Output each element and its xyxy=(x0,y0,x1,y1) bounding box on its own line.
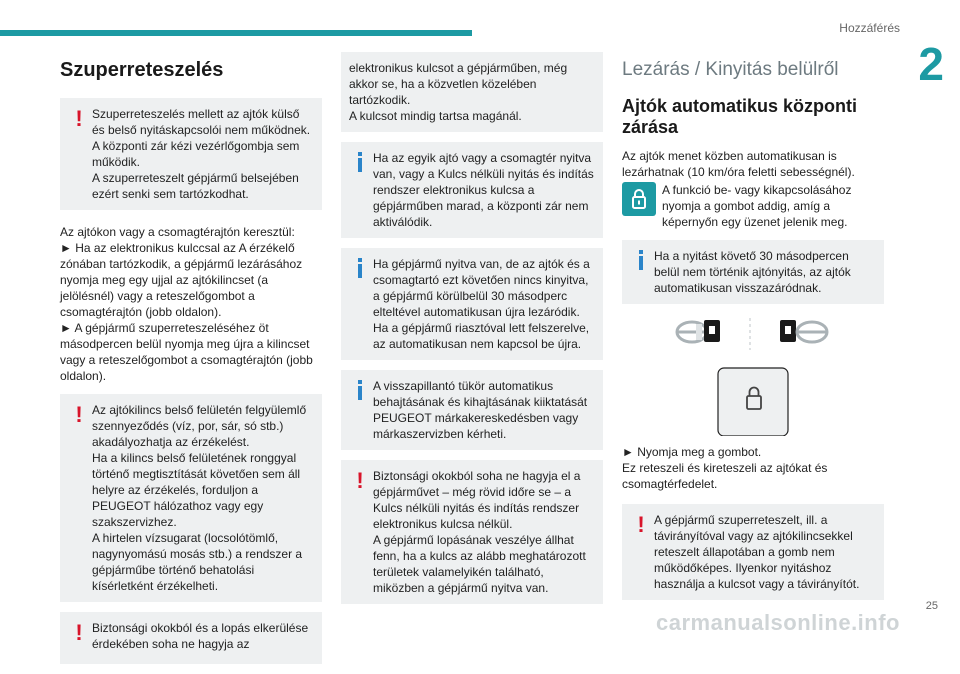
warning-exclamation-icon: ! xyxy=(75,106,83,131)
heading-szuperreteszeles: Szuperreteszelés xyxy=(60,59,224,81)
info-text: Ha az egyik ajtó vagy a csomagtér nyitva van, vagy a Kulcs nélküli nyitás és indítás rendszer elektronikus kulcsa a gépjárműben marad, a központi zár nem aktiválódik. xyxy=(373,151,594,229)
column-middle xyxy=(341,52,603,614)
body-text: Az ajtókon vagy a csomagtérajtón keresztül: ► Ha az elektronikus kulccsal az A érzékelő zónában tartózkodik, a gépjármű lezárásához nyomja meg egy ujjal az ajtókilincset (a jelölésnél) vagy a reteszelőgombot a csomagtérajtón (jobb oldalon). ► A gépjármű szuperreteszeléséhez öt másodpercen belül nyomja meg újra a kilincset vagy a reteszelőgombot a csomagtérajtón (jobb oldalon). xyxy=(60,225,313,383)
warning-text: Az ajtókilincs belső felületén felgyülemlő szennyeződés (víz, por, sár, só stb.) akadályozhatja az érzékelést. Ha a kilincs belső felületének ronggyal történő megtisztítását követően sem áll helyre az érzékelés, forduljon a PEUGEOT hálózathoz vagy egy szakszervizhez. A hirtelen vízsugarat (locsolótömlő, nagynyomású mosás stb.) a rendszer a gépjárműbe történő behatolási kísérletként érzékelheti. xyxy=(92,403,307,593)
info-box xyxy=(341,142,603,238)
warning-exclamation-icon: ! xyxy=(356,468,364,493)
dashboard-illustration-svg xyxy=(622,316,884,436)
watermark-url: carmanualsonline.info xyxy=(656,610,900,635)
body-text: ► Nyomja meg a gombot. Ez reteszeli és kireteszeli az ajtókat és csomagtérfedelet. xyxy=(622,445,828,491)
warning-box xyxy=(60,394,322,602)
info-icon xyxy=(350,258,370,282)
body-text: Az ajtók menet közben automatikusan is lezárhatnak (10 km/óra feletti sebességnél). xyxy=(622,149,855,179)
warning-exclamation-icon: ! xyxy=(75,620,83,645)
warning-box xyxy=(60,98,322,210)
info-box xyxy=(341,248,603,360)
info-text: Ha a nyitást követő 30 másodpercen belül nem történik ajtónyitás, az ajtók automatikusan visszazáródnak. xyxy=(654,249,851,295)
lock-button-paragraph xyxy=(622,182,884,230)
subheading-automatic-locking: Ajtók automatikus központi zárása xyxy=(622,96,858,137)
info-box xyxy=(341,370,603,450)
column-left xyxy=(60,52,322,674)
heading-lezaras: Lezárás / Kinyitás belülről xyxy=(622,59,839,80)
warning-box xyxy=(341,460,603,604)
info-icon xyxy=(350,152,370,176)
warning-exclamation-icon: ! xyxy=(75,402,83,427)
warning-box xyxy=(622,504,884,600)
info-text: Ha gépjármű nyitva van, de az ajtók és a csomagtartó ezt követően nincs kinyitva, a gépjármű körülbelül 30 másodperc elteltével automatikusan újra lezáródik. Ha a gépjármű riasztóval lett felszerelve, az automatikusan nem kapcsol be újra. xyxy=(373,257,590,351)
warning-text: Szuperreteszelés mellett az ajtók külső és belső nyitáskapcsolói nem működnek. A központi zár kézi vezérlőgombja sem működik. A szuperreteszelt gépjármű belsejében ezért senki sem tartózkodhat. xyxy=(92,107,311,201)
chapter-number: 2 xyxy=(918,38,944,90)
warning-box-continued xyxy=(341,52,603,132)
info-icon xyxy=(631,250,651,274)
warning-text: Biztonsági okokból soha ne hagyja el a gépjárművet – még rövid időre se – a Kulcs nélküli nyitás és indítás rendszer elektronikus kulcsa nélkül. A gépjármű lopásának veszélye állhat fenn, ha a kulcs az alább meghatározott területek valamelyikén található, miközben a gépjármű nyitva van. xyxy=(373,469,586,595)
top-accent-bar xyxy=(0,30,472,36)
lock-button-icon xyxy=(622,182,656,216)
info-text: A visszapillantó tükör automatikus behajtásának és kihajtásának kiiktatását PEUGEOT márkakereskedésben vagy márkaszervizben kérheti. xyxy=(373,379,588,441)
section-title: Hozzáférés xyxy=(839,21,900,35)
dashboard-illustration xyxy=(622,316,884,436)
steering-wheel-icon xyxy=(797,322,827,342)
column-right xyxy=(622,52,884,610)
warning-text: elektronikus kulcsot a gépjárműben, még akkor se, ha a közvetlen közelében tartózkodik. A kulcsot mindig tartsa magánál. xyxy=(349,61,568,123)
page-number: 25 xyxy=(925,600,938,612)
body-text: A funkció be- vagy kikapcsolásához nyomja a gombot addig, amíg a képernyőn egy üzenet jelenik meg. xyxy=(662,183,852,229)
warning-text: A gépjármű szuperreteszelt, ill. a távirányítóval vagy az ajtókilincsekkel reteszelt állapotában a gomb nem működőképes. Ilyenkor nyitáshoz használja a kulcsot vagy a távirányítót. xyxy=(654,513,860,591)
info-icon xyxy=(350,380,370,404)
warning-text: Biztonsági okokból és a lopás elkerülése érdekében soha ne hagyja az xyxy=(92,621,309,651)
info-box xyxy=(622,240,884,304)
steering-wheel-icon xyxy=(677,322,707,342)
warning-exclamation-icon: ! xyxy=(637,512,645,537)
warning-box xyxy=(60,612,322,664)
